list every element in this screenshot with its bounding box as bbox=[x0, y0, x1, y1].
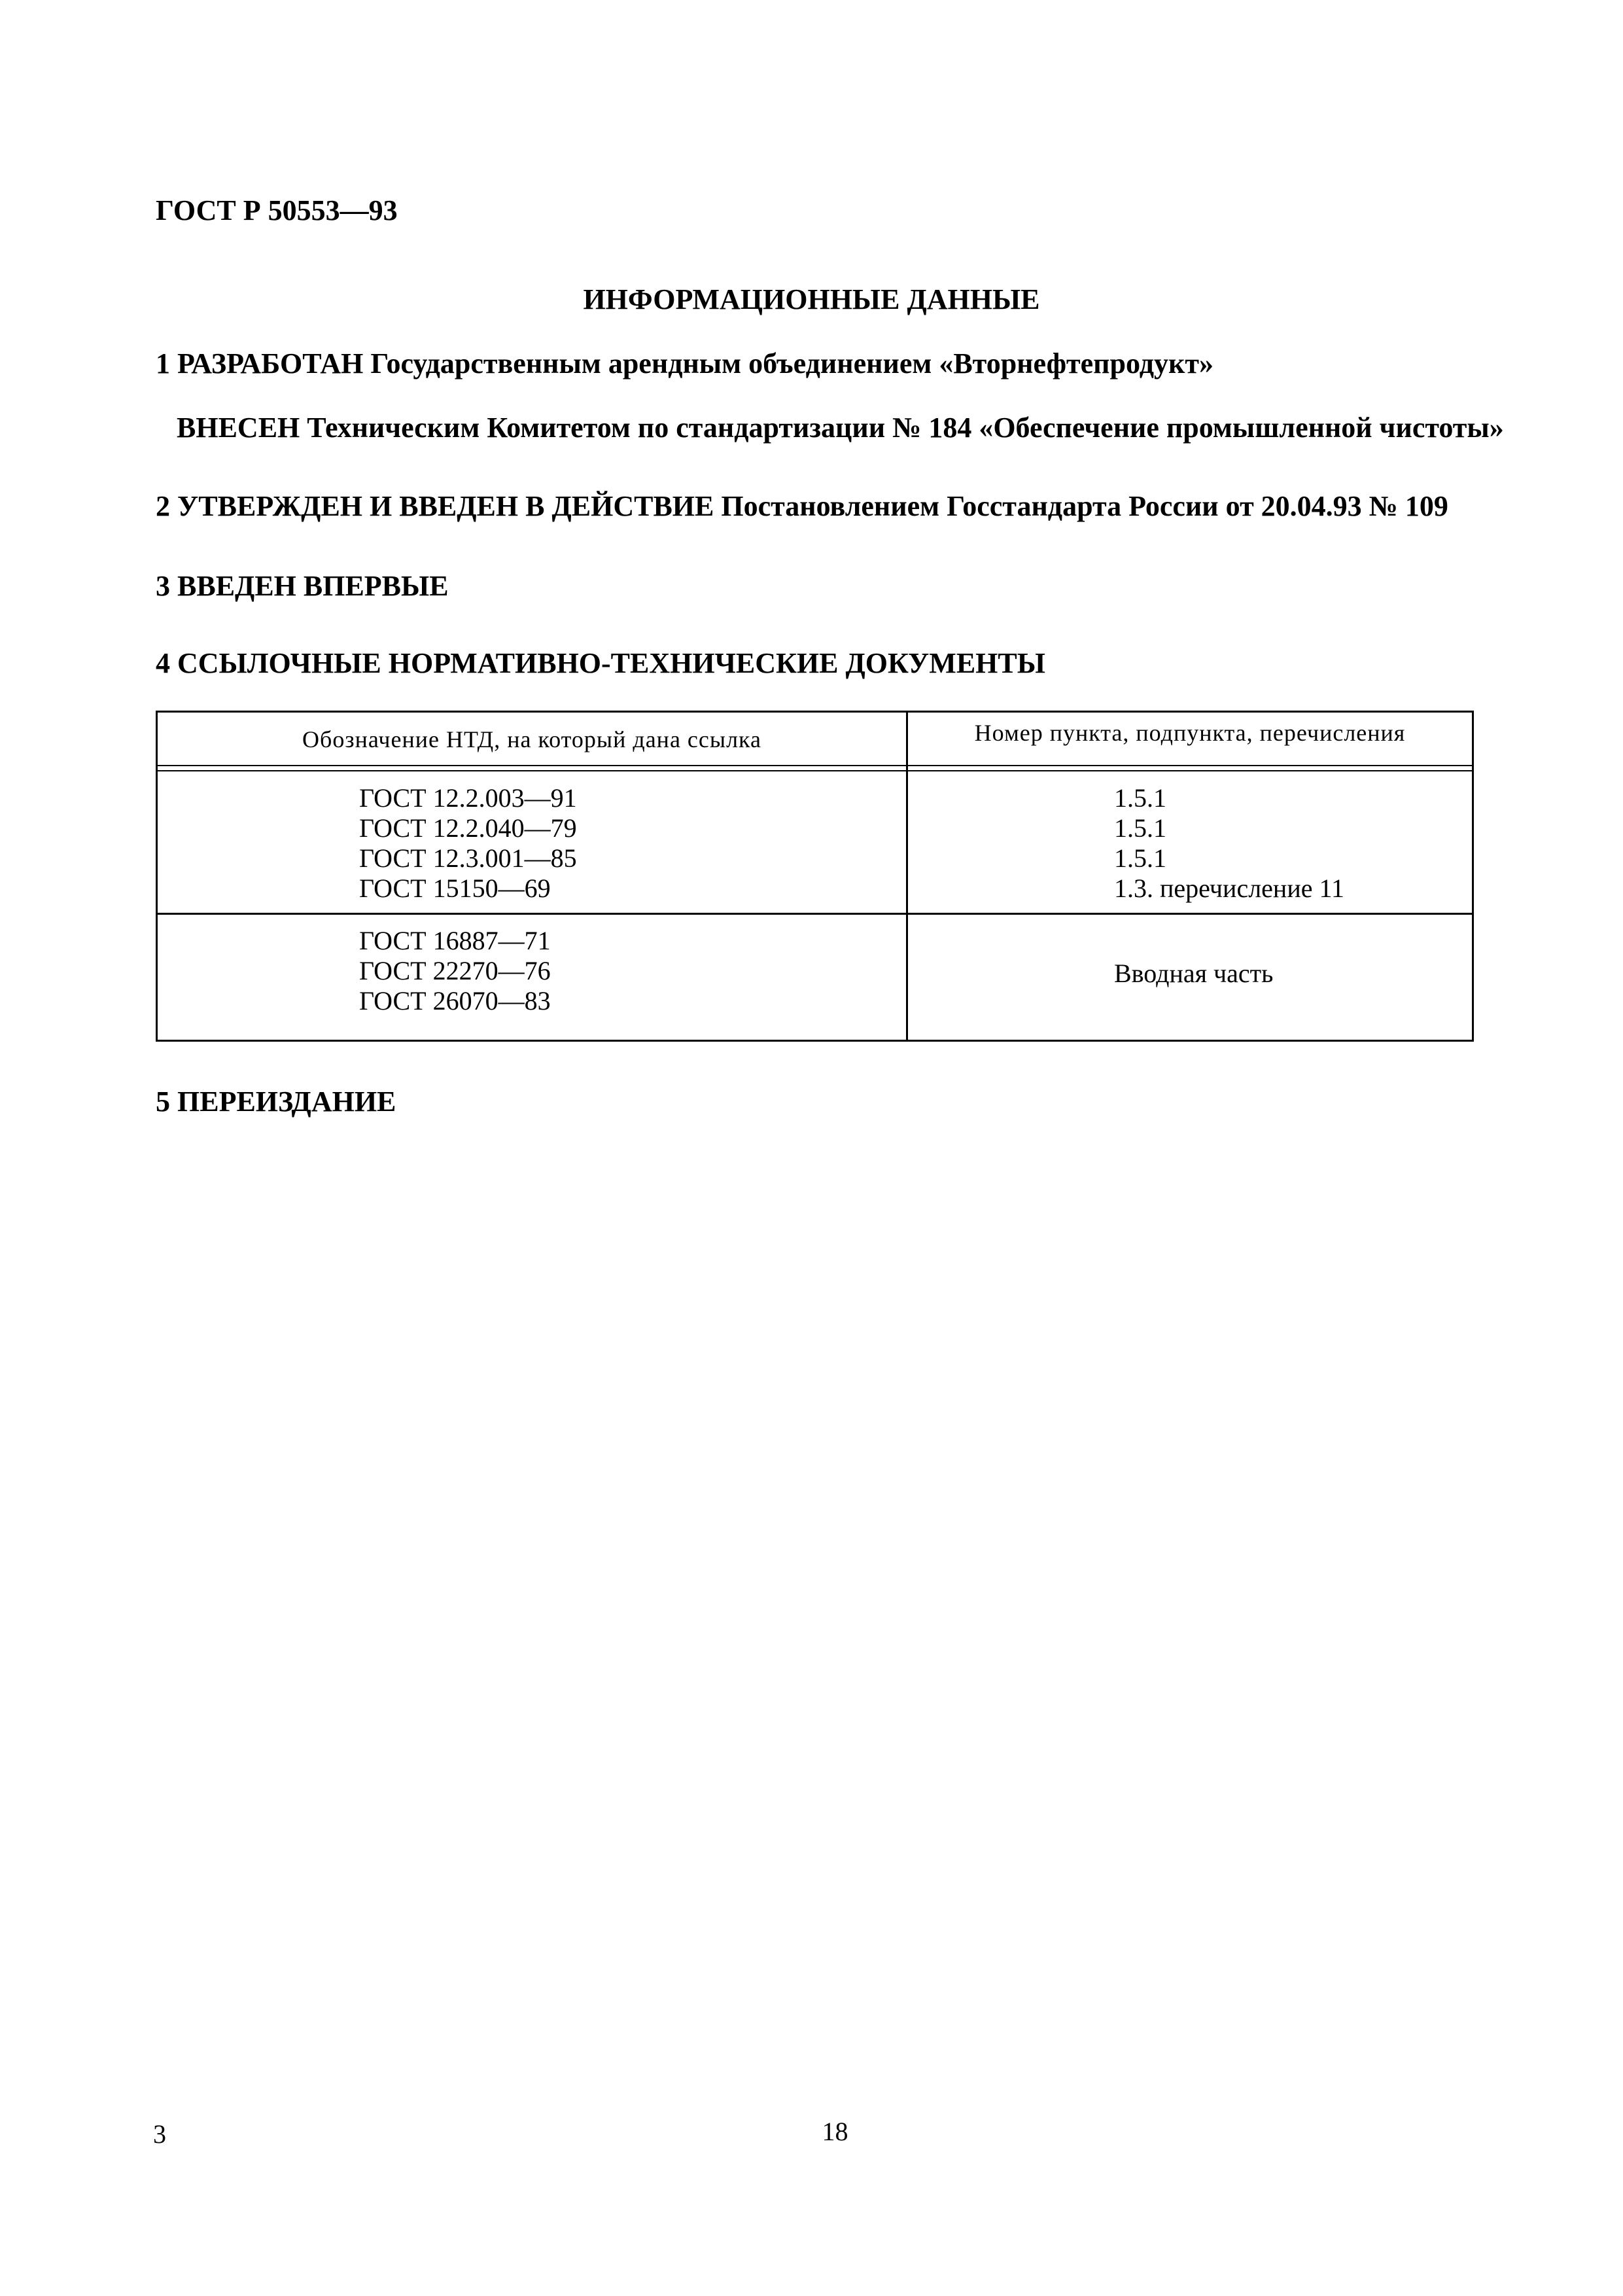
table-column-divider bbox=[906, 713, 908, 1040]
footer-left-number: 3 bbox=[153, 2119, 166, 2149]
item-approved: 2 УТВЕРЖДЕН И ВВЕДЕН В ДЕЙСТВИЕ Постановлением Госстандарта России от 20.04.93 № 109 bbox=[156, 490, 1448, 522]
doc-ref: ГОСТ 12.2.003—91 bbox=[359, 783, 577, 813]
item-introduced-by: ВНЕСЕН Техническим Комитетом по стандартизации № 184 «Обеспечение промышленной чистоты» bbox=[177, 412, 1504, 444]
clause-ref: 1.5.1 bbox=[1114, 843, 1166, 873]
table-cell-clauses-group1 bbox=[1114, 783, 1344, 904]
clause-ref: Вводная часть bbox=[1114, 959, 1274, 988]
page-number: 18 bbox=[822, 2117, 848, 2146]
item-references-title: 4 ССЫЛОЧНЫЕ НОРМАТИВНО-ТЕХНИЧЕСКИЕ ДОКУМЕНТЫ bbox=[156, 647, 1045, 679]
item-developed: 1 РАЗРАБОТАН Государственным арендным объединением «Вторнефтепродукт» bbox=[156, 347, 1213, 380]
section-title: ИНФОРМАЦИОННЫЕ ДАННЫЕ bbox=[583, 283, 1040, 315]
table-cell-docs-group1 bbox=[359, 783, 577, 904]
table-cell-clauses-group2 bbox=[1114, 959, 1273, 989]
doc-ref: ГОСТ 16887—71 bbox=[359, 926, 551, 955]
table-row-divider bbox=[158, 913, 1472, 915]
item-first-introduced: 3 ВВЕДЕН ВПЕРВЫЕ bbox=[156, 570, 449, 602]
table-header-clause: Номер пункта, подпункта, перечисления bbox=[974, 720, 1406, 746]
clause-ref: 1.5.1 bbox=[1114, 783, 1166, 813]
table-header-divider-double bbox=[158, 770, 1472, 771]
doc-ref: ГОСТ 15150—69 bbox=[359, 874, 551, 903]
clause-ref: 1.5.1 bbox=[1114, 813, 1166, 843]
table-header-divider bbox=[158, 765, 1472, 766]
doc-ref: ГОСТ 26070—83 bbox=[359, 986, 551, 1016]
doc-ref: ГОСТ 22270—76 bbox=[359, 956, 551, 985]
table-header-document: Обозначение НТД, на который дана ссылка bbox=[302, 726, 761, 752]
clause-ref: 1.3. перечисление 11 bbox=[1114, 874, 1344, 903]
doc-ref: ГОСТ 12.2.040—79 bbox=[359, 813, 577, 843]
references-table bbox=[156, 711, 1474, 1042]
doc-ref: ГОСТ 12.3.001—85 bbox=[359, 843, 577, 873]
item-reissue: 5 ПЕРЕИЗДАНИЕ bbox=[156, 1086, 396, 1118]
document-code: ГОСТ Р 50553—93 bbox=[156, 194, 398, 226]
table-cell-docs-group2 bbox=[359, 926, 551, 1016]
